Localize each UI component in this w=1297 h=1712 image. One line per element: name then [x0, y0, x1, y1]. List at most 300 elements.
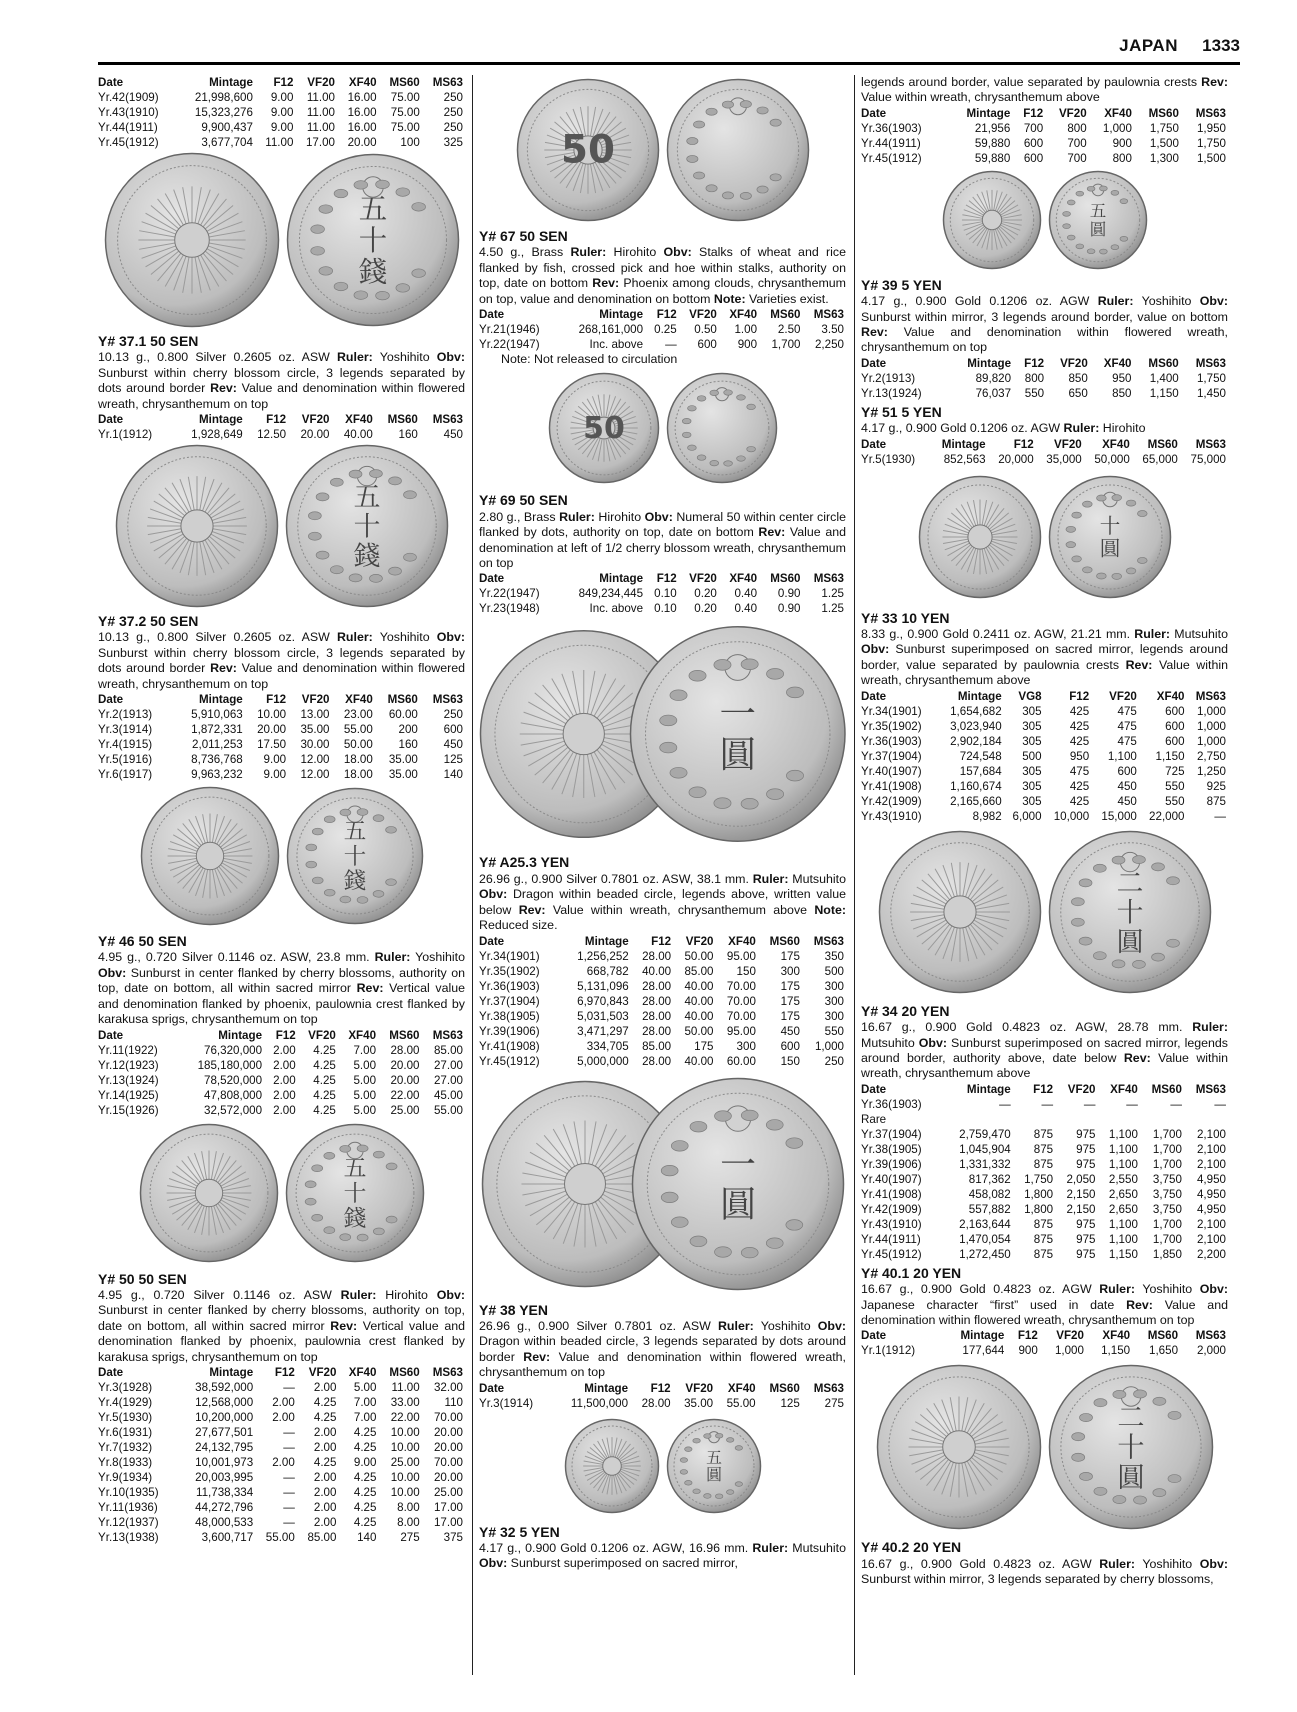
- coin-obverse-image: [564, 1418, 660, 1514]
- description-text: Yoshihito: [410, 950, 465, 965]
- table-cell: 700: [1023, 121, 1044, 135]
- column-1: [98, 75, 465, 1545]
- table-cell: 0.40: [734, 602, 758, 616]
- table-cell: 250: [443, 708, 463, 722]
- column-header: XF40: [1103, 356, 1132, 370]
- coin-reverse-image: [285, 444, 449, 608]
- table-cell: 11.00: [391, 1380, 420, 1394]
- column-rule: [854, 75, 855, 1675]
- table-cell: 25.00: [390, 1103, 420, 1117]
- table-header-row: [479, 934, 846, 949]
- table-cell: 16.00: [347, 91, 377, 104]
- field-label: Rev:: [330, 1318, 358, 1333]
- catalog-entry-title: Y# 67 50 SEN: [479, 228, 568, 244]
- table-header-row: [98, 412, 465, 427]
- table-cell: 200: [398, 723, 418, 737]
- coin-legend-char: 二: [1116, 1402, 1145, 1434]
- table-cell: 1,750: [1196, 136, 1226, 150]
- coin-obverse-image: [115, 444, 279, 608]
- table-row: [861, 734, 1228, 749]
- mintage-table: [479, 934, 846, 1069]
- table-cell: Yr.43(1910): [861, 809, 922, 823]
- table-cell: 1,500: [1149, 136, 1179, 150]
- coin-obverse-image: [140, 786, 280, 926]
- table-cell: 1,150: [1101, 1344, 1131, 1358]
- table-cell: Yr.5(1916): [98, 753, 153, 767]
- table-cell: 5,031,503: [577, 1009, 629, 1023]
- table-cell: 4.25: [313, 1455, 337, 1469]
- table-cell: 17.50: [257, 738, 287, 752]
- description-text: Value and denomination within flowered wreath, chrysanthemum on top: [861, 325, 1228, 355]
- table-cell: 55.00: [265, 1530, 295, 1544]
- table-cell: 12,568,000: [195, 1395, 254, 1409]
- table-cell: 600: [1023, 151, 1044, 165]
- description-text: Phoenix among clouds, chrysanthemum on top, value and denomination on bottom: [479, 276, 847, 306]
- description-text: Sunburst superimposed on sacred mirror, legends around border, value separated by paulownia crests: [861, 642, 1228, 672]
- table-cell: Yr.11(1922): [98, 1043, 158, 1057]
- column-header: Date: [98, 413, 124, 427]
- table-cell: 10.00: [390, 1470, 420, 1484]
- table-cell: 2.00: [273, 1088, 296, 1102]
- table-row: [861, 749, 1228, 764]
- table-cell: —: [283, 1425, 295, 1439]
- table-cell: 1,928,649: [191, 428, 243, 442]
- coin-images: [479, 75, 846, 225]
- column-header: F12: [1023, 106, 1044, 120]
- table-cell: 20.00: [347, 136, 377, 149]
- catalog-entry-description: [861, 1020, 1228, 1082]
- table-cell: Yr.35(1902): [479, 964, 540, 978]
- description-text: Dragon within beaded circle, legends above, written value below: [479, 887, 846, 917]
- column-header: F12: [650, 1381, 671, 1395]
- column-header: MS63: [813, 572, 844, 586]
- table-cell: 3,600,717: [201, 1530, 254, 1544]
- table-cell: Yr.10(1935): [98, 1485, 159, 1499]
- column-header: VF20: [1109, 689, 1137, 703]
- table-cell: 35.00: [684, 1396, 714, 1410]
- table-row: [479, 979, 846, 994]
- table-cell: 2,050: [1066, 1172, 1096, 1186]
- coin-images: [98, 782, 465, 930]
- catalog-entry-description: [479, 872, 846, 934]
- table-cell: Yr.37(1904): [861, 749, 922, 763]
- coin-legend-char: 五: [343, 819, 366, 846]
- table-cell: 2,011,253: [192, 738, 243, 752]
- catalog-entry-title: Y# 38 YEN: [479, 1301, 549, 1318]
- table-header-row: [861, 106, 1228, 121]
- column-header: Mintage: [198, 413, 243, 427]
- description-text: Hirohito: [606, 245, 664, 260]
- table-cell: 1,000: [1196, 704, 1226, 718]
- description-text: Yoshihito: [753, 1318, 818, 1333]
- table-cell: 175: [780, 994, 800, 1008]
- mintage-table: [861, 437, 1228, 467]
- table-cell: 10,000: [1053, 809, 1090, 823]
- table-header-row: [98, 692, 465, 707]
- table-cell: 175: [694, 1039, 714, 1053]
- mintage-table: [861, 106, 1228, 166]
- table-cell: 60.00: [726, 1054, 756, 1068]
- table-cell: 1,650: [1149, 1344, 1179, 1358]
- table-cell: 849,234,445: [578, 587, 644, 601]
- table-header-row: [479, 307, 846, 322]
- field-label: Rev:: [523, 1349, 551, 1364]
- table-cell: 40.00: [684, 979, 714, 993]
- description-text: Sunburst in center flanked by cherry blossoms, authority on top, date on bottom, all within sacred mirror: [98, 1303, 465, 1333]
- table-row: [861, 371, 1228, 386]
- field-label: Ruler:: [559, 509, 595, 524]
- table-row: [98, 1440, 465, 1455]
- column-header: MS60: [1148, 106, 1179, 120]
- table-cell: 2.00: [313, 1425, 337, 1439]
- table-cell: 475: [1069, 764, 1090, 778]
- table-header-row: [479, 571, 846, 586]
- table-cell: 44,272,796: [195, 1500, 254, 1514]
- table-cell: 185,180,000: [197, 1058, 263, 1072]
- table-cell: —: [1041, 1097, 1054, 1111]
- table-cell: 35.00: [388, 753, 418, 767]
- table-cell: 1,800: [1024, 1187, 1054, 1201]
- table-row: [98, 1500, 465, 1515]
- coin-numeral: 50: [560, 127, 615, 173]
- table-cell: 160: [398, 738, 418, 752]
- column-header: Date: [861, 1082, 887, 1096]
- table-cell: 55.00: [726, 1396, 756, 1410]
- field-label: Ruler:: [340, 1287, 377, 1302]
- table-row: [98, 722, 465, 737]
- coin-legend-char: 十: [353, 511, 380, 543]
- table-cell: 32,572,000: [204, 1103, 263, 1117]
- table-cell: 1.25: [821, 602, 844, 616]
- table-row: [861, 794, 1228, 809]
- table-cell: 4.25: [313, 1058, 336, 1072]
- table-cell: 4.25: [313, 1043, 336, 1057]
- coin-reverse-image: [1048, 830, 1212, 994]
- field-label: Obv:: [918, 1035, 947, 1050]
- table-row: [98, 1455, 465, 1470]
- table-cell: 38,592,000: [195, 1380, 254, 1394]
- table-cell: 600: [1023, 136, 1044, 150]
- coin-reverse-image: [286, 153, 460, 327]
- table-cell: 177,644: [962, 1344, 1005, 1358]
- table-cell: 4,950: [1196, 1172, 1226, 1186]
- table-cell: 300: [736, 1039, 756, 1053]
- table-cell: Yr.44(1911): [861, 1232, 921, 1246]
- mintage-table: [479, 571, 846, 616]
- table-cell: 0.10: [654, 587, 677, 601]
- field-label: Ruler:: [336, 630, 373, 645]
- column-header: VF20: [308, 1028, 336, 1042]
- field-label: Ruler:: [1192, 1020, 1228, 1035]
- coin-legend-char: 五: [705, 1447, 722, 1467]
- coin-legend-char: 五: [353, 481, 380, 513]
- description-text: Sunburst superimposed on sacred mirror, legends around border, authority above, date below: [861, 1035, 1228, 1065]
- column-header: XF40: [348, 76, 377, 89]
- table-cell: 9.00: [270, 106, 294, 119]
- table-header-row: [861, 689, 1228, 704]
- column-header: XF40: [1110, 1082, 1138, 1096]
- description-text: 16.67 g., 0.900 Gold 0.4823 oz. AGW, 28.78 mm.: [861, 1020, 1193, 1035]
- table-cell: 28.00: [642, 1024, 672, 1038]
- table-cell: 1,100: [1108, 1127, 1138, 1141]
- table-cell: 3,750: [1152, 1187, 1182, 1201]
- coin-reverse-image: [286, 787, 424, 925]
- coin-legend-char: 圓: [1116, 926, 1143, 958]
- table-cell: 10.00: [390, 1440, 420, 1454]
- table-cell: —: [1083, 1097, 1096, 1111]
- coin-obverse-image: [942, 170, 1042, 270]
- table-cell: 10.00: [390, 1425, 420, 1439]
- column-header: MS63: [813, 934, 844, 948]
- field-label: Ruler:: [374, 950, 411, 965]
- field-label: Obv:: [861, 642, 890, 657]
- catalog-entry: [479, 855, 846, 1068]
- table-cell: 76,320,000: [204, 1043, 263, 1057]
- coin-images: [98, 150, 465, 330]
- table-cell: 4.25: [353, 1440, 377, 1454]
- description-text: 16.67 g., 0.900 Gold 0.4823 oz. AGW: [861, 1556, 1100, 1571]
- table-cell: —: [283, 1470, 295, 1484]
- table-cell: 2.00: [313, 1500, 337, 1514]
- column-header: MS60: [770, 572, 801, 586]
- table-cell: 1,850: [1152, 1247, 1182, 1261]
- table-cell: 975: [1076, 1142, 1096, 1156]
- field-label: Rev:: [1123, 1050, 1151, 1065]
- table-cell: 2,100: [1196, 1232, 1226, 1246]
- column-rule: [472, 75, 473, 1675]
- description-text: Value and denomination at left of 1/2 cherry blossom wreath, chrysanthemum on top: [479, 525, 846, 571]
- table-cell: —: [665, 338, 677, 352]
- column-3: [861, 75, 1228, 1588]
- table-cell: 875: [1033, 1127, 1054, 1141]
- table-cell: 70.00: [726, 979, 756, 993]
- table-cell: 4.25: [313, 1088, 336, 1102]
- table-row: [861, 1232, 1228, 1247]
- table-cell: 16.00: [347, 106, 377, 119]
- table-row: [861, 1172, 1228, 1187]
- table-cell: 852,563: [943, 452, 986, 466]
- catalog-entry-title: Y# 69 50 SEN: [479, 492, 568, 509]
- table-cell: 1,000: [1196, 734, 1226, 748]
- table-cell: Inc. above: [589, 338, 644, 352]
- table-cell: 0.20: [694, 587, 717, 601]
- column-header: Date: [479, 308, 505, 322]
- table-row: [861, 136, 1228, 151]
- table-header-row: [98, 75, 465, 90]
- catalog-entry: [98, 614, 465, 782]
- column-header: Date: [98, 1365, 124, 1379]
- coin-legend-char: 圓: [705, 1464, 722, 1484]
- continued-description: [861, 75, 1228, 106]
- column-header: Mintage: [957, 689, 1002, 703]
- table-cell: 21,956: [974, 121, 1011, 135]
- catalog-entry: [861, 1004, 1228, 1262]
- column-header: MS60: [389, 1028, 420, 1042]
- column-header: MS63: [432, 413, 463, 427]
- table-cell: 4.25: [313, 1103, 336, 1117]
- table-cell: 9.00: [270, 91, 294, 104]
- table-cell: 27.00: [433, 1058, 463, 1072]
- description-text: Hirohito: [376, 1287, 437, 1302]
- table-cell: 3,750: [1152, 1172, 1182, 1186]
- table-cell: 850: [1068, 371, 1088, 385]
- table-cell: 45.00: [433, 1088, 463, 1102]
- table-row: [98, 1485, 465, 1500]
- table-cell: —: [283, 1380, 295, 1394]
- table-cell: 1,331,332: [959, 1157, 1011, 1171]
- table-cell: 975: [1076, 1127, 1096, 1141]
- column-header: Date: [861, 1329, 887, 1343]
- table-cell: 450: [780, 1024, 800, 1038]
- table-row: [479, 1054, 846, 1069]
- table-cell: 975: [1076, 1157, 1096, 1171]
- field-label: Ruler:: [1134, 627, 1171, 642]
- column-header: VF20: [1056, 1329, 1084, 1343]
- column-header: MS63: [432, 1028, 463, 1042]
- table-cell: 95.00: [726, 1024, 756, 1038]
- table-cell: —: [1214, 1097, 1226, 1111]
- table-cell: 2,100: [1196, 1157, 1226, 1171]
- coin-legend-char: 錢: [353, 540, 380, 572]
- table-cell: Yr.3(1914): [479, 1396, 534, 1410]
- table-cell: 175: [780, 949, 800, 963]
- table-cell: 40.00: [684, 1009, 714, 1023]
- table-cell: Yr.42(1909): [861, 1202, 922, 1216]
- table-cell: 5,910,063: [191, 708, 243, 722]
- table-row: [861, 1112, 1228, 1127]
- table-cell: 300: [824, 1009, 844, 1023]
- column-header: Date: [861, 437, 887, 451]
- table-cell: 16.00: [347, 121, 377, 134]
- table-cell: 1,700: [1152, 1127, 1182, 1141]
- coin-legend-char: 二: [1116, 867, 1143, 899]
- column-header: MS63: [1195, 106, 1226, 120]
- table-cell: 1,150: [1155, 749, 1185, 763]
- coin-images: [861, 467, 1228, 607]
- table-cell: 2,100: [1196, 1142, 1226, 1156]
- table-cell: 724,548: [959, 749, 1002, 763]
- table-cell: 1,750: [1149, 121, 1179, 135]
- table-cell: 305: [1022, 734, 1042, 748]
- field-label: Obv:: [1199, 1556, 1228, 1571]
- table-cell: Yr.12(1937): [98, 1515, 159, 1529]
- table-cell: 10.00: [257, 708, 287, 722]
- table-cell: 425: [1069, 794, 1090, 808]
- column-header: Mintage: [960, 1329, 1005, 1343]
- table-cell: 157,684: [959, 764, 1002, 778]
- column-header: MS60: [1151, 1082, 1182, 1096]
- table-cell: 75.00: [390, 91, 420, 104]
- column-header: Mintage: [584, 1381, 629, 1395]
- table-cell: 75,000: [1190, 452, 1226, 466]
- column-header: Date: [98, 76, 124, 89]
- coin-reverse-image: [666, 78, 810, 222]
- column-header: VF20: [308, 1365, 337, 1379]
- table-cell: 2.00: [313, 1485, 337, 1499]
- table-cell: 550: [1165, 794, 1185, 808]
- field-label: Rev:: [356, 981, 384, 996]
- column-header: Date: [479, 1381, 505, 1395]
- description-text: 8.33 g., 0.900 Gold 0.2411 oz. AGW, 21.21 mm.: [861, 627, 1135, 642]
- mintage-table: [861, 1328, 1228, 1358]
- field-label: Obv:: [644, 509, 673, 524]
- description-text: 4.95 g., 0.720 Silver 0.1146 oz. ASW, 23.8 mm.: [98, 950, 375, 965]
- table-cell: 20.00: [300, 428, 330, 442]
- catalog-entry-description: [479, 1319, 846, 1381]
- table-cell: 250: [824, 1054, 844, 1068]
- table-cell: 9.00: [263, 753, 287, 767]
- column-header: F12: [274, 1365, 295, 1379]
- table-cell: 800: [1112, 151, 1132, 165]
- table-cell: 305: [1022, 764, 1042, 778]
- column-header: MS63: [1195, 437, 1226, 451]
- table-cell: Yr.41(1908): [479, 1039, 540, 1053]
- column-header: MS63: [1195, 689, 1226, 703]
- coin-legend-char: 圓: [1099, 536, 1120, 561]
- table-cell: 5,000,000: [577, 1054, 629, 1068]
- table-cell: —: [1126, 1097, 1138, 1111]
- field-label: Ruler:: [752, 871, 789, 886]
- column-header: MS60: [387, 413, 418, 427]
- table-row: [98, 1530, 465, 1545]
- table-cell: 3,677,704: [201, 136, 253, 149]
- column-header: Date: [98, 1028, 124, 1042]
- table-cell: Yr.13(1924): [861, 386, 922, 400]
- column-header: XF40: [345, 413, 373, 427]
- column-header: Mintage: [599, 308, 644, 322]
- table-cell: 2.50: [777, 323, 801, 337]
- table-cell: 28.00: [642, 949, 672, 963]
- table-cell: 1,872,331: [191, 723, 243, 737]
- table-cell: 450: [443, 428, 463, 442]
- table-cell: 2.00: [313, 1380, 337, 1394]
- table-cell: 0.90: [777, 587, 801, 601]
- table-cell: Yr.45(1912): [479, 1054, 540, 1068]
- table-cell: 3.50: [821, 323, 844, 337]
- column-header: VF20: [307, 76, 335, 89]
- table-cell: 600: [1117, 764, 1137, 778]
- table-cell: 425: [1069, 719, 1090, 733]
- table-cell: Yr.40(1907): [861, 764, 922, 778]
- column-header: Mintage: [966, 1082, 1011, 1096]
- mintage-table: [98, 75, 465, 150]
- table-cell: 2,200: [1196, 1247, 1226, 1261]
- table-cell: Yr.44(1911): [98, 121, 158, 134]
- table-cell: 2.00: [313, 1440, 337, 1454]
- column-header: Mintage: [584, 934, 629, 948]
- table-cell: 9.00: [270, 121, 294, 134]
- table-cell: 1,750: [1196, 371, 1226, 385]
- table-cell: 7.00: [353, 1395, 377, 1409]
- catalog-entry: [861, 1266, 1228, 1359]
- table-cell: 175: [780, 1009, 800, 1023]
- column-header: MS60: [389, 1365, 420, 1379]
- table-row: [861, 1142, 1228, 1157]
- column-header: MS60: [1147, 437, 1178, 451]
- entry-note: Note: Not released to circulation: [501, 352, 678, 367]
- field-label: Rev:: [592, 276, 620, 291]
- table-cell: 8,982: [972, 809, 1002, 823]
- field-label: Note:: [814, 902, 847, 917]
- table-cell: —: [1170, 1097, 1182, 1111]
- table-cell: 950: [1069, 749, 1090, 763]
- table-cell: 15,000: [1101, 809, 1137, 823]
- coin-legend-char: 十: [343, 843, 366, 870]
- table-cell: 1,700: [771, 338, 801, 352]
- table-cell: 1,800: [1024, 1202, 1054, 1216]
- table-header-row: [861, 1082, 1228, 1097]
- mintage-table: [861, 1082, 1228, 1262]
